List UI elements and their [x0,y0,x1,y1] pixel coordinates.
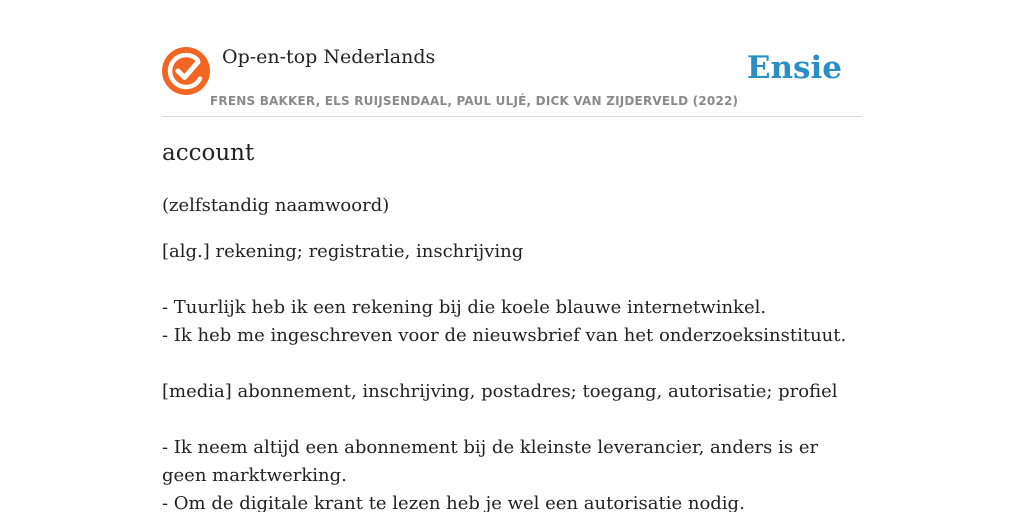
entry-card [162,0,862,512]
entry-header [162,0,862,117]
part-of-speech: (zelfstandig naamwoord) [162,195,390,216]
sense-label: [alg.] rekening; registratie, inschrijving [162,241,524,262]
brand-logo[interactable]: Ensie [746,50,842,86]
entry-body [162,192,862,512]
checkmark-icon-graphic [162,47,210,95]
headword: account [162,140,255,166]
example-sentence: - Ik neem altijd een abonnement bij de kleinste leverancier, anders is er geen marktwerking. [162,437,819,486]
example-sentence: - Ik heb me ingeschreven voor de nieuwsbrief van het onderzoeksinstituut. [162,325,847,346]
example-sentence: - Om de digitale krant te lezen heb je wel een autorisatie nodig. [162,493,745,512]
example-list [162,294,862,350]
checkmark-icon[interactable] [162,47,210,95]
sense-label: [media] abonnement, inschrijving, postadres; toegang, autorisatie; profiel [162,381,838,402]
source-title[interactable]: Op-en-top Nederlands [222,46,436,68]
source-authors: FRENS BAKKER, ELS RUIJSENDAAL, PAUL ULJÉ, DICK VAN ZIJDERVELD (2022) [210,94,739,108]
example-list [162,434,862,512]
example-sentence: - Tuurlijk heb ik een rekening bij die koele blauwe internetwinkel. [162,297,767,318]
